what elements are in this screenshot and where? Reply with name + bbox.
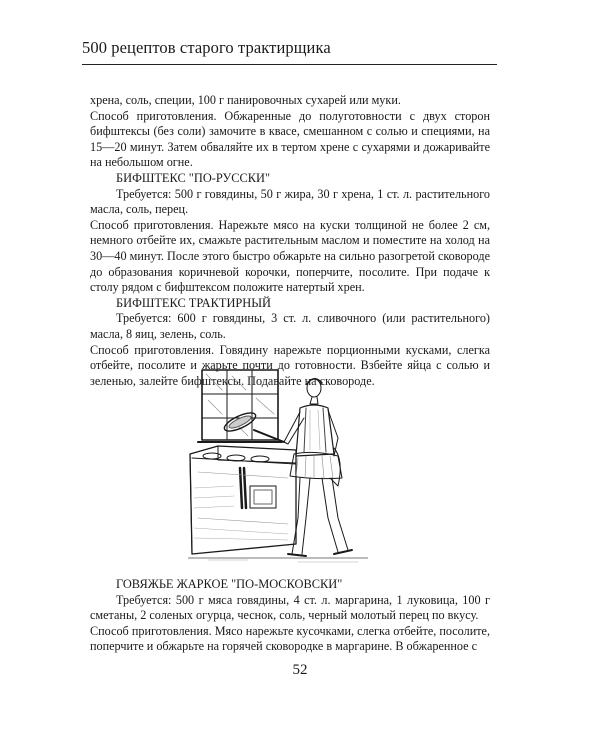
recipe-title: ГОВЯЖЬЕ ЖАРКОЕ "ПО-МОСКОВСКИ" <box>116 577 343 591</box>
recipe-requires: Требуется: 500 г мяса говядины, 4 ст. л. маргарина, 1 луковица, 100 г сметаны, 2 соленых огурца, чеснок, соль, черный молотый перец по вкусу. <box>90 592 490 623</box>
floor-drawing <box>188 558 368 562</box>
stove-drawing <box>190 446 296 554</box>
recipe-title: БИФШТЕКС ТРАКТИРНЫЙ <box>116 295 272 310</box>
cook-illustration <box>188 368 368 566</box>
recipe-method: Способ приготовления. Нарежьте мясо на куски толщиной не более 2 см, немного отбейте их, смажьте растительным маслом и поместите на холод на 30—40 минут. После этого быстро обжарьте на сильно разогретой сковороде до образования коричневой корочки, поперчите, посолите. При подаче к столу рядом с бифштексом положите натертый хрен. <box>90 217 490 295</box>
running-head: 500 рецептов старого трактирщика <box>82 38 331 57</box>
text-block-top <box>90 93 490 389</box>
header-rule <box>82 64 497 65</box>
window-drawing <box>198 370 282 442</box>
recipe-requires: Требуется: 600 г говядины, 3 ст. л. сливочного (или растительного) масла, 8 яиц, зелень, соль. <box>90 311 490 341</box>
cook-figure-drawing <box>284 379 352 556</box>
frying-pan-drawing <box>222 409 284 442</box>
text-block-bottom <box>90 577 490 655</box>
recipe-method: Способ приготовления. Мясо нарежьте кусочками, слегка отбейте, посолите, поперчите и обжарьте на горячей сковородке в маргарине. В обжаренное с <box>90 623 490 654</box>
recipe-title: БИФШТЕКС "ПО-РУССКИ" <box>116 170 271 185</box>
paragraph: Способ приготовления. Обжаренные до полуготовности с двух сторон бифштексы (без соли) замочите в квасе, смешанном с солью и специями, на 15—20 минут. Затем обваляйте их в тертом хрене с сухарями и дожаривайте на небольшом огне. <box>90 108 490 170</box>
page-number: 52 <box>292 662 308 678</box>
recipe-method: Способ приготовления. Говядину нарежьте порционными кусками, слегка отбейте, посолите и жарьте почти до готовности. Взбейте яйца с солью и зеленью, залейте бифштексы. Подавайте на сковороде. <box>90 342 490 388</box>
recipe-requires: Требуется: 500 г говядины, 50 г жира, 30 г хрена, 1 ст. л. растительного масла, соль, перец. <box>90 186 490 217</box>
paragraph: хрена, соль, специи, 100 г панировочных сухарей или муки. <box>90 93 401 107</box>
